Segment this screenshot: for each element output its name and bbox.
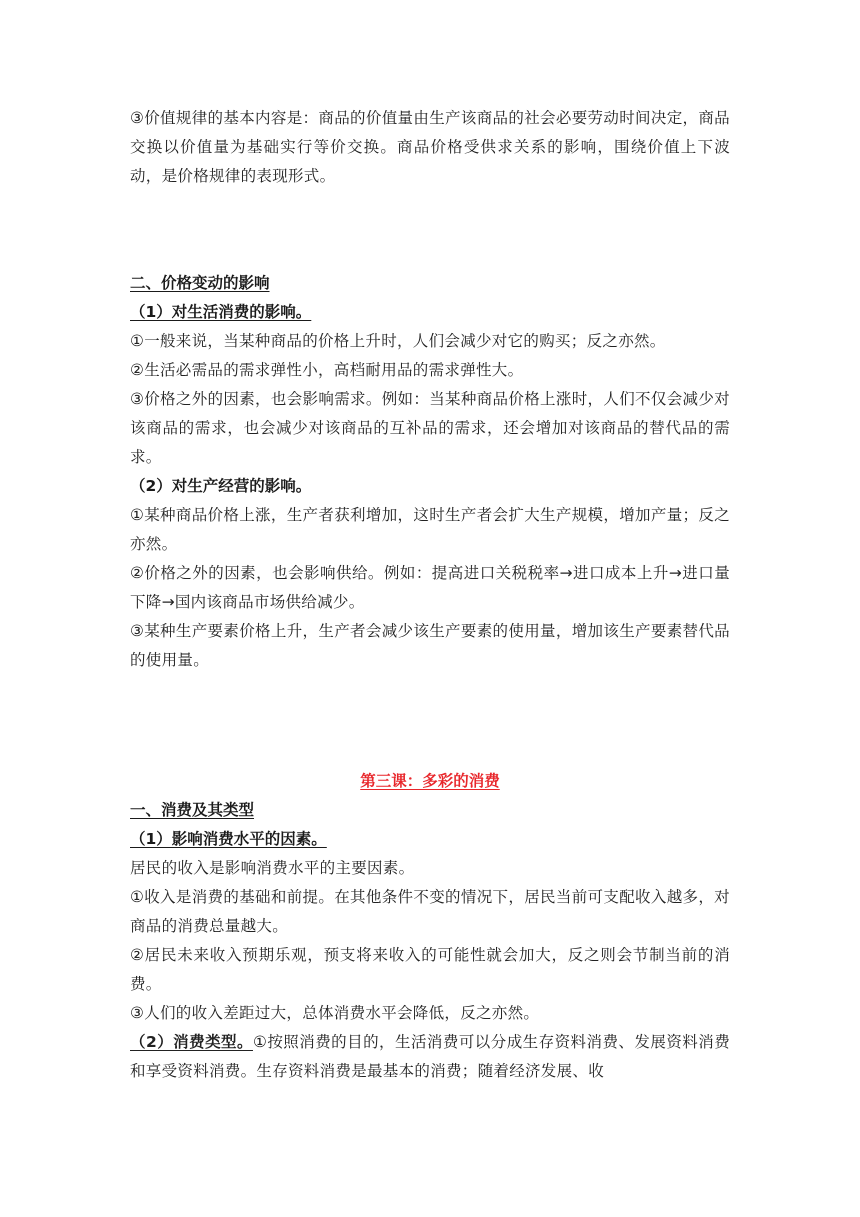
list-item: ①某种商品价格上涨，生产者获利增加，这时生产者会扩大生产规模，增加产量；反之亦然。 [130,506,730,553]
spacer [130,675,730,767]
lesson-title-text: 第三课：多彩的消费 [360,772,500,790]
list-item: ③某种生产要素价格上升，生产者会减少该生产要素的使用量，增加该生产要素替代品的使用量。 [130,622,730,669]
list-item: ①一般来说，当某种商品的价格上升时，人们会减少对它的购买；反之亦然。 [130,332,666,350]
list-item: ③人们的收入差距过大，总体消费水平会降低，反之亦然。 [130,1004,540,1022]
section-heading-consumption-types: 一、消费及其类型 [130,801,255,819]
document-page [130,104,730,1086]
paragraph-value-law: ③价值规律的基本内容是：商品的价值量由生产该商品的社会必要劳动时间决定，商品交换以价值量为基础实行等价交换。商品价格受供求关系的影响，围绕价值上下波动，是价格规律的表现形式。 [130,109,730,185]
spacer [130,191,730,269]
paragraph-intro: 居民的收入是影响消费水平的主要因素。 [130,859,415,877]
list-item: ②生活必需品的需求弹性小，高档耐用品的需求弹性大。 [130,361,524,379]
subheading-consumption-types: （2）消费类型。 [130,1033,253,1051]
subheading-consumption-level-factors: （1）影响消费水平的因素。 [130,830,327,848]
subheading-production-effects: （2）对生产经营的影响。 [130,477,312,495]
consumption-types-text: ①按照消费的目的，生活消费可以分成生存资料消费、发展资料消费和享受资料消费。生存资料消费是最基本的消费；随着经济发展、收 [130,1033,730,1080]
lesson-title [130,767,730,796]
section-heading-price-effects: 二、价格变动的影响 [130,274,270,292]
subheading-consumption-effects: （1）对生活消费的影响。 [130,303,312,321]
list-item: ②价格之外的因素，也会影响供给。例如：提高进口关税税率→进口成本上升→进口量下降→国内该商品市场供给减少。 [130,564,730,611]
list-item: ①收入是消费的基础和前提。在其他条件不变的情况下，居民当前可支配收入越多，对商品的消费总量越大。 [130,888,730,935]
list-item: ③价格之外的因素，也会影响需求。例如：当某种商品价格上涨时，人们不仅会减少对该商品的需求，也会减少对该商品的互补品的需求，还会增加对该商品的替代品的需求。 [130,390,730,466]
list-item: ②居民未来收入预期乐观，预支将来收入的可能性就会加大，反之则会节制当前的消费。 [130,946,730,993]
paragraph-consumption-types [130,1028,730,1086]
